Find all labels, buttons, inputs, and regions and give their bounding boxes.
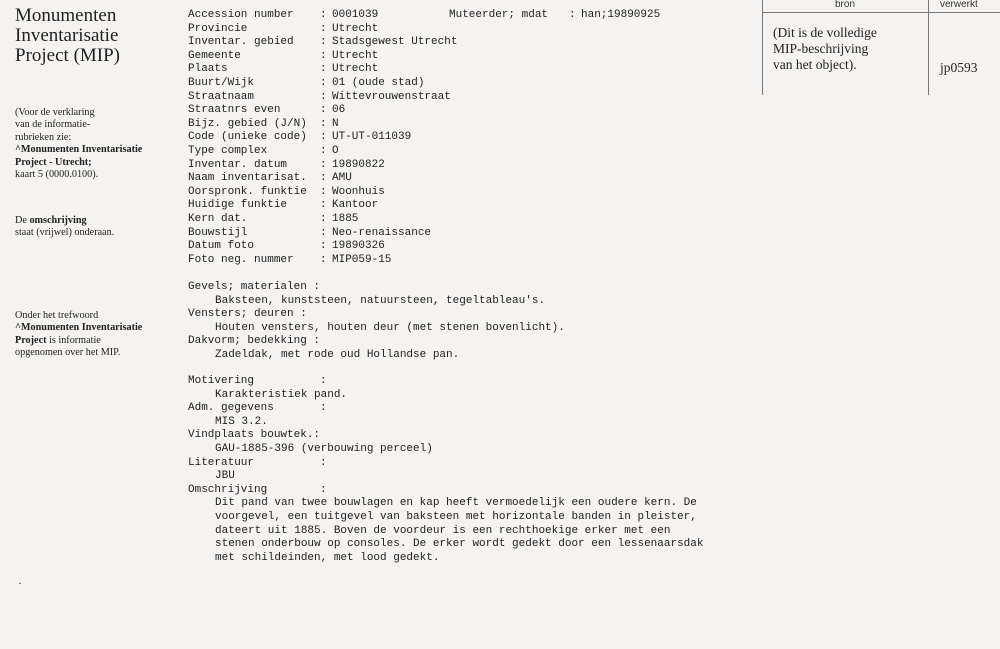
source-table-header <box>763 0 1000 13</box>
field-label: Straatnrs even <box>188 104 281 117</box>
document-title <box>15 6 120 66</box>
source-note <box>773 25 877 73</box>
section-heading-colon: : <box>320 456 327 469</box>
source-table <box>762 0 1000 95</box>
field-label: Inventar. gebied <box>188 36 294 49</box>
mutation-colon: : <box>569 9 576 21</box>
sidenote-description-location <box>15 215 114 240</box>
field-value: Kantoor <box>332 199 379 212</box>
column-header-verwerkt: verwerkt <box>940 0 978 10</box>
section-heading-colon: : <box>320 375 327 387</box>
field-colon: : <box>320 240 327 253</box>
materials-sections <box>188 281 565 363</box>
section-body-line: JBU <box>215 470 235 483</box>
record-field-row <box>188 91 457 105</box>
section-heading <box>188 484 703 498</box>
title-line: Project (MIP) <box>15 45 121 66</box>
section-heading-label: Gevels; materialen : <box>188 281 321 293</box>
record-field-row <box>188 118 457 132</box>
section-heading <box>188 335 565 349</box>
title-line: Inventarisatie <box>15 25 119 46</box>
field-colon: : <box>320 199 327 212</box>
sidenote-reference: ^Monumenten Inventarisatie <box>15 322 143 334</box>
section-heading-colon: : <box>320 402 327 415</box>
record-field-row <box>188 213 457 227</box>
record-field-row <box>188 172 457 186</box>
section-heading <box>188 457 703 471</box>
record-field-row <box>188 50 457 64</box>
field-label: Kern dat. <box>188 212 248 225</box>
section-heading <box>188 281 565 295</box>
section-body-line: stenen onderbouw op consoles. De erker wordt gedekt door een lessenaarsdak <box>215 538 704 551</box>
field-colon: : <box>320 22 327 35</box>
field-colon: : <box>320 104 327 117</box>
field-value: 06 <box>332 104 346 117</box>
mutation-label: Muteerder; mdat <box>449 9 549 21</box>
field-value: Utrecht <box>332 49 379 62</box>
field-colon: : <box>320 49 327 62</box>
record-fields <box>188 9 457 267</box>
section-heading <box>188 402 703 416</box>
field-label: Datum foto <box>188 240 255 253</box>
field-value: Wittevrouwenstraat <box>332 90 451 103</box>
source-note-line: MIP-beschrijving <box>773 41 869 56</box>
field-colon: : <box>320 185 327 198</box>
sidenote-text: is informatie <box>46 334 101 346</box>
field-label: Code (unieke code) <box>188 131 307 144</box>
sidenote-keyword: omschrijving <box>29 215 87 226</box>
record-field-row <box>188 63 457 77</box>
section-heading <box>188 375 703 389</box>
sidenote-explanation <box>15 107 142 181</box>
record-field-row <box>188 254 457 268</box>
section-body-line: GAU-1885-396 (verbouwing perceel) <box>215 442 433 455</box>
sidenote-line: rubrieken zie: <box>15 131 72 143</box>
section-body-line: Zadeldak, met rode oud Hollandse pan. <box>215 348 460 361</box>
record-field-row <box>188 199 457 213</box>
title-line: Monumenten <box>15 5 117 26</box>
sidenote-line: Onder het trefwoord <box>15 310 99 321</box>
field-label: Foto neg. nummer <box>188 253 294 266</box>
field-value: Neo-renaissance <box>332 226 432 239</box>
field-label: Provincie <box>188 22 248 35</box>
sidenote-line: staat (vrijwel) onderaan. <box>15 227 115 239</box>
field-colon: : <box>320 36 327 49</box>
mutation-value: han;19890925 <box>581 9 661 21</box>
sidenote-reference: Project <box>15 334 47 346</box>
section-heading <box>188 429 703 443</box>
section-body-line: voorgevel, een tuitgevel van baksteen met horizontale banden in pleister, <box>215 510 697 523</box>
field-value: AMU <box>332 172 352 185</box>
sidenote-text: De <box>15 215 30 226</box>
record-field-row <box>188 145 457 159</box>
sidenote-line: opgenomen over het MIP. <box>15 347 121 359</box>
source-note-line: (Dit is de volledige <box>773 25 877 40</box>
field-label: Bouwstijl <box>188 226 248 239</box>
section-heading-label: Literatuur <box>188 456 255 469</box>
section-heading-label: Vensters; deuren : <box>188 308 307 321</box>
section-body-line: dateert uit 1885. Boven de voordeur is een rechthoekige erker met een <box>215 524 671 537</box>
field-value: UT-UT-011039 <box>332 131 412 144</box>
sidenote-reference: ^Monumenten Inventarisatie <box>15 144 143 156</box>
field-colon: : <box>320 158 327 171</box>
field-colon: : <box>320 226 327 239</box>
record-field-row <box>188 77 457 91</box>
sidenote-line: (Voor de verklaring <box>15 107 95 118</box>
record-field-row <box>188 131 457 145</box>
field-value: 1885 <box>332 212 359 225</box>
source-note-line: van het object). <box>773 57 857 72</box>
field-value: Stadsgewest Utrecht <box>332 36 458 49</box>
section-heading-label: Motivering <box>188 375 255 387</box>
section-body-line: Dit pand van twee bouwlagen en kap heeft vermoedelijk een oudere kern. De <box>215 497 697 510</box>
field-value: 19890822 <box>332 158 385 171</box>
record-field-row <box>188 186 457 200</box>
section-heading-label: Omschrijving <box>188 483 268 496</box>
field-label: Straatnaam <box>188 90 255 103</box>
field-value: Utrecht <box>332 22 379 35</box>
field-value: O <box>332 144 339 157</box>
field-colon: : <box>320 117 327 130</box>
description-sections <box>188 375 703 565</box>
section-heading-label: Dakvorm; bedekking : <box>188 335 321 348</box>
sidenote-reference: Project - Utrecht; <box>15 156 92 168</box>
field-label: Accession number <box>188 9 294 21</box>
field-colon: : <box>320 63 327 76</box>
field-value: N <box>332 117 339 130</box>
field-colon: : <box>320 76 327 89</box>
record-field-row <box>188 227 457 241</box>
field-label: Gemeente <box>188 49 241 62</box>
field-label: Inventar. datum <box>188 158 288 171</box>
sidenote-line: van de informatie- <box>15 119 91 131</box>
record-field-row <box>188 23 457 37</box>
field-colon: : <box>320 90 327 103</box>
record-field-row <box>188 104 457 118</box>
section-heading-label: Adm. gegevens <box>188 402 274 415</box>
record-field-row <box>188 36 457 50</box>
field-value: 19890326 <box>332 240 385 253</box>
field-label: Naam inventarisat. <box>188 172 307 185</box>
sidenote-keyword-info <box>15 310 142 360</box>
field-label: Buurt/Wijk <box>188 76 255 89</box>
section-body-line: Houten vensters, houten deur (met stenen bovenlicht). <box>215 321 565 334</box>
field-value: Utrecht <box>332 63 379 76</box>
field-label: Plaats <box>188 63 228 76</box>
field-label: Type complex <box>188 144 268 157</box>
record-field-row <box>188 240 457 254</box>
field-colon: : <box>320 9 327 21</box>
section-body-line: Karakteristiek pand. <box>215 388 348 401</box>
field-colon: : <box>320 144 327 157</box>
record-field-row <box>188 9 457 23</box>
sidenote-line: kaart 5 (0000.0100). <box>15 169 99 181</box>
record-field-row <box>188 159 457 173</box>
field-colon: : <box>320 172 327 185</box>
field-value: 0001039 <box>332 9 379 21</box>
field-colon: : <box>320 212 327 225</box>
field-value: MIP059-15 <box>332 253 392 266</box>
stray-mark: · <box>18 576 22 590</box>
section-body-line: met schildeinden, met lood gedekt. <box>215 551 440 564</box>
section-body-line: MIS 3.2. <box>215 415 268 428</box>
field-label: Oorspronk. funktie <box>188 185 307 198</box>
field-colon: : <box>320 253 327 266</box>
field-value: Woonhuis <box>332 185 385 198</box>
field-label: Bijz. gebied (J/N) <box>188 117 307 130</box>
section-heading <box>188 308 565 322</box>
field-value: 01 (oude stad) <box>332 76 425 89</box>
section-body-line: Baksteen, kunststeen, natuursteen, tegeltableau's. <box>215 294 546 307</box>
section-heading-colon: : <box>320 483 327 496</box>
column-divider <box>928 0 929 95</box>
field-label: Huidige funktie <box>188 199 288 212</box>
field-colon: : <box>320 131 327 144</box>
processed-code: jp0593 <box>940 60 978 75</box>
section-heading-label: Vindplaats bouwtek.: <box>188 429 321 442</box>
column-header-bron: bron <box>835 0 856 10</box>
